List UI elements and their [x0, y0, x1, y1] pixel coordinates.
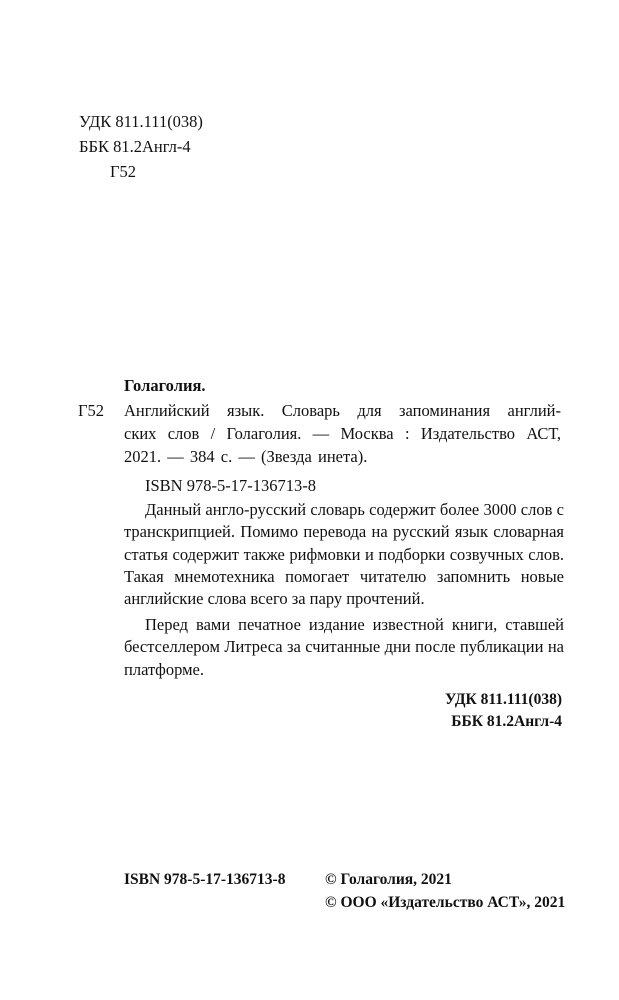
description-word: 384: [189, 447, 215, 466]
copyright-author: © Голаголия, 2021: [325, 871, 452, 888]
description-word: —: [238, 447, 255, 466]
description-line-3: [124, 446, 367, 467]
copyright-publisher: © ООО «Издательство АСТ», 2021: [325, 894, 566, 911]
isbn-line: ISBN 978-5-17-136713-8: [145, 476, 316, 495]
author-mark-left: Г52: [78, 401, 105, 420]
description-word: —: [167, 447, 184, 466]
description-word: Голаголия.: [226, 424, 302, 443]
author-mark-top: Г52: [110, 162, 137, 181]
description-word: Издательство: [420, 424, 516, 443]
description-word: с.: [220, 447, 233, 466]
annotation-paragraph-2: Перед вами печатное издание известной книги, ставшей бестселлером Литреса за считанные дни после публикации на платформе.: [124, 615, 564, 679]
description-word: слов: [167, 424, 200, 443]
annotation-block-2: [124, 614, 564, 681]
description-word: (Звезда: [260, 447, 312, 466]
description-word: Словарь: [281, 401, 340, 420]
footer-isbn: ISBN 978-5-17-136713-8: [124, 871, 286, 888]
description-word: инета).: [318, 447, 368, 466]
bbk-code-top: ББК 81.2Англ-4: [79, 137, 191, 156]
description-word: /: [210, 424, 216, 443]
description-word: Москва: [340, 424, 394, 443]
description-word: запоминания: [399, 401, 491, 420]
annotation-paragraph-1: Данный англо-русский словарь содержит более 3000 слов с транскрипцией. Помимо перевода на русский язык словарная статья содержит также рифмовки и подборки созвучных слов. Такая мнемотехника помогает читателю запомнить новые английские слова всего за пару прочтений.: [124, 500, 564, 609]
description-word: ских: [124, 424, 157, 443]
author-heading: Голаголия.: [124, 376, 206, 395]
description-word: Английский: [124, 401, 210, 420]
description-word: 2021.: [124, 447, 162, 466]
description-word: —: [312, 424, 330, 443]
annotation-block-1: [124, 499, 564, 610]
description-word: АСТ,: [526, 424, 561, 443]
description-line-1: [124, 400, 561, 421]
description-word: для: [357, 401, 382, 420]
description-word: :: [404, 424, 410, 443]
description-word: англий-: [507, 401, 561, 420]
bbk-code-bottom: ББК 81.2Англ-4: [451, 713, 562, 730]
udk-code-bottom: УДК 811.111(038): [445, 691, 562, 708]
description-line-2: [124, 423, 561, 444]
description-word: язык.: [227, 401, 265, 420]
udk-code-top: УДК 811.111(038): [79, 112, 203, 131]
